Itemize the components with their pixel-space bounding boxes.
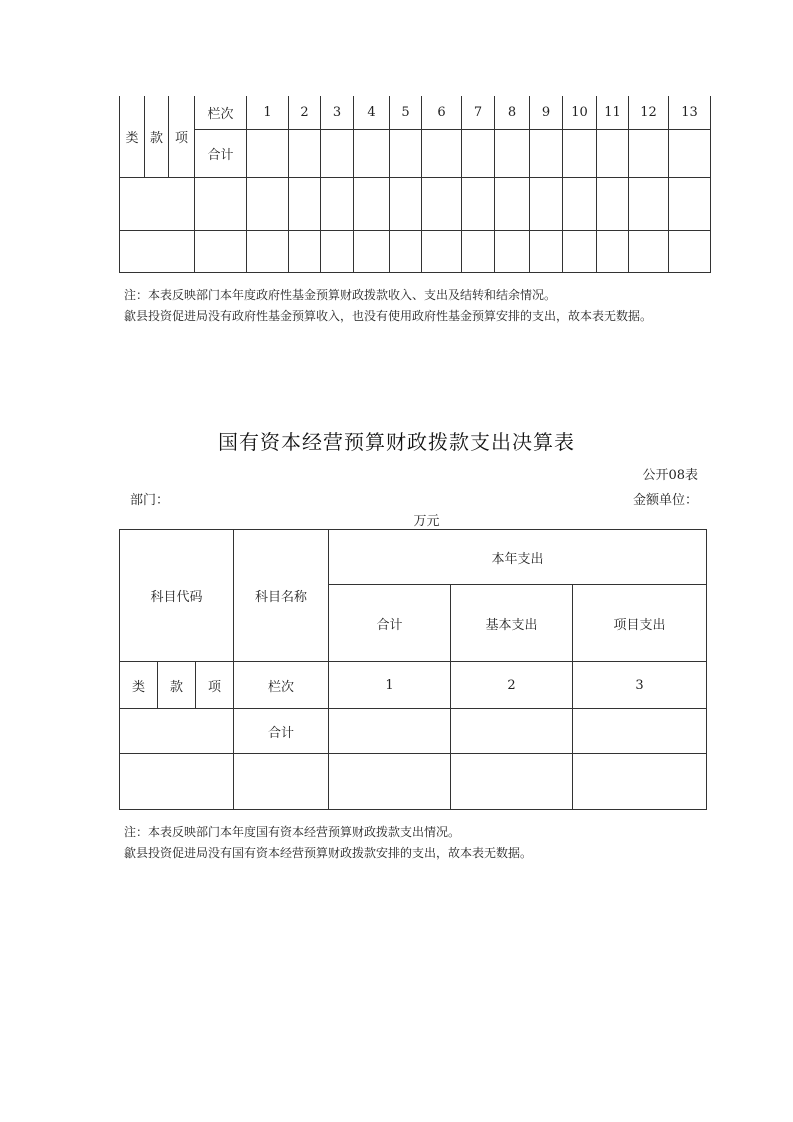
cell	[669, 177, 711, 230]
header-lanci: 栏次	[234, 662, 329, 709]
cell	[495, 230, 530, 272]
cell	[120, 230, 195, 272]
cell	[422, 230, 462, 272]
cell	[462, 129, 495, 177]
note-1	[124, 285, 652, 327]
header-subject-code: 科目代码	[120, 530, 234, 662]
header-basic-expense: 基本支出	[451, 585, 573, 662]
col-number: 5	[390, 96, 422, 129]
header-lei: 类	[120, 662, 158, 709]
cell	[422, 177, 462, 230]
cell	[422, 129, 462, 177]
cell	[495, 129, 530, 177]
header-xiang: 项	[169, 96, 195, 177]
header-current-year-expense: 本年支出	[329, 530, 707, 585]
header-kuan: 款	[145, 96, 169, 177]
table-row	[120, 754, 707, 810]
page-title: 国有资本经营预算财政拨款支出决算表	[218, 430, 575, 454]
cell	[234, 754, 329, 810]
cell	[321, 230, 354, 272]
cell	[120, 177, 195, 230]
cell	[390, 129, 422, 177]
total-row-label: 合计	[234, 709, 329, 754]
col-number: 11	[597, 96, 629, 129]
state-capital-expense-table	[119, 529, 707, 810]
header-lei: 类	[120, 96, 145, 177]
cell	[597, 230, 629, 272]
cell	[321, 129, 354, 177]
cell	[462, 177, 495, 230]
cell	[573, 709, 707, 754]
cell	[354, 129, 390, 177]
col-number: 8	[495, 96, 530, 129]
cell	[451, 709, 573, 754]
cell	[530, 129, 563, 177]
cell	[390, 230, 422, 272]
cell	[289, 129, 321, 177]
cell	[247, 177, 289, 230]
cell	[321, 177, 354, 230]
cell	[573, 754, 707, 810]
cell	[120, 754, 234, 810]
cell	[530, 177, 563, 230]
cell	[669, 129, 711, 177]
col-number: 4	[354, 96, 390, 129]
cell	[563, 129, 597, 177]
cell	[462, 230, 495, 272]
header-project-expense: 项目支出	[573, 585, 707, 662]
table-row	[120, 177, 711, 230]
form-code: 公开08表	[642, 468, 698, 483]
col-number: 6	[422, 96, 462, 129]
cell	[247, 230, 289, 272]
department-label: 部门：	[130, 493, 170, 508]
cell	[563, 230, 597, 272]
cell	[329, 709, 451, 754]
cell	[629, 177, 669, 230]
unit-label: 金额单位：	[632, 493, 698, 508]
cell	[451, 754, 573, 810]
note-1-line-1: 注：本表反映部门本年度政府性基金预算财政拨款收入、支出及结转和结余情况。	[124, 288, 557, 302]
col-number: 2	[451, 662, 573, 709]
col-number: 1	[329, 662, 451, 709]
col-number: 12	[629, 96, 669, 129]
header-lanci: 栏次	[195, 96, 247, 129]
cell	[195, 177, 247, 230]
cell	[289, 230, 321, 272]
table-row	[120, 230, 711, 272]
col-number: 3	[573, 662, 707, 709]
header-xiang: 项	[196, 662, 234, 709]
cell	[629, 230, 669, 272]
cell	[289, 177, 321, 230]
col-number: 1	[247, 96, 289, 129]
cell	[195, 230, 247, 272]
col-number: 7	[462, 96, 495, 129]
cell	[390, 177, 422, 230]
col-number: 13	[669, 96, 711, 129]
total-row	[120, 709, 707, 754]
cell	[629, 129, 669, 177]
col-number: 10	[563, 96, 597, 129]
header-kuan: 款	[158, 662, 196, 709]
note-2-line-1: 注：本表反映部门本年度国有资本经营预算财政拨款支出情况。	[124, 825, 461, 839]
header-subject-name: 科目名称	[234, 530, 329, 662]
unit-value: 万元	[413, 514, 440, 529]
cell	[530, 230, 563, 272]
cell	[247, 129, 289, 177]
cell	[669, 230, 711, 272]
cell	[354, 230, 390, 272]
cell	[329, 754, 451, 810]
header-heji: 合计	[195, 129, 247, 177]
cell	[597, 129, 629, 177]
note-2-line-2: 歙县投资促进局没有国有资本经营预算财政拨款安排的支出，故本表无数据。	[124, 846, 533, 860]
cell	[563, 177, 597, 230]
col-number: 3	[321, 96, 354, 129]
cell	[354, 177, 390, 230]
cell	[597, 177, 629, 230]
col-number: 2	[289, 96, 321, 129]
government-fund-table	[119, 96, 711, 273]
col-number: 9	[530, 96, 563, 129]
header-total: 合计	[329, 585, 451, 662]
cell	[495, 177, 530, 230]
note-2	[124, 822, 532, 864]
cell	[120, 709, 234, 754]
note-1-line-2: 歙县投资促进局没有政府性基金预算收入，也没有使用政府性基金预算安排的支出，故本表无数据。	[124, 309, 653, 323]
